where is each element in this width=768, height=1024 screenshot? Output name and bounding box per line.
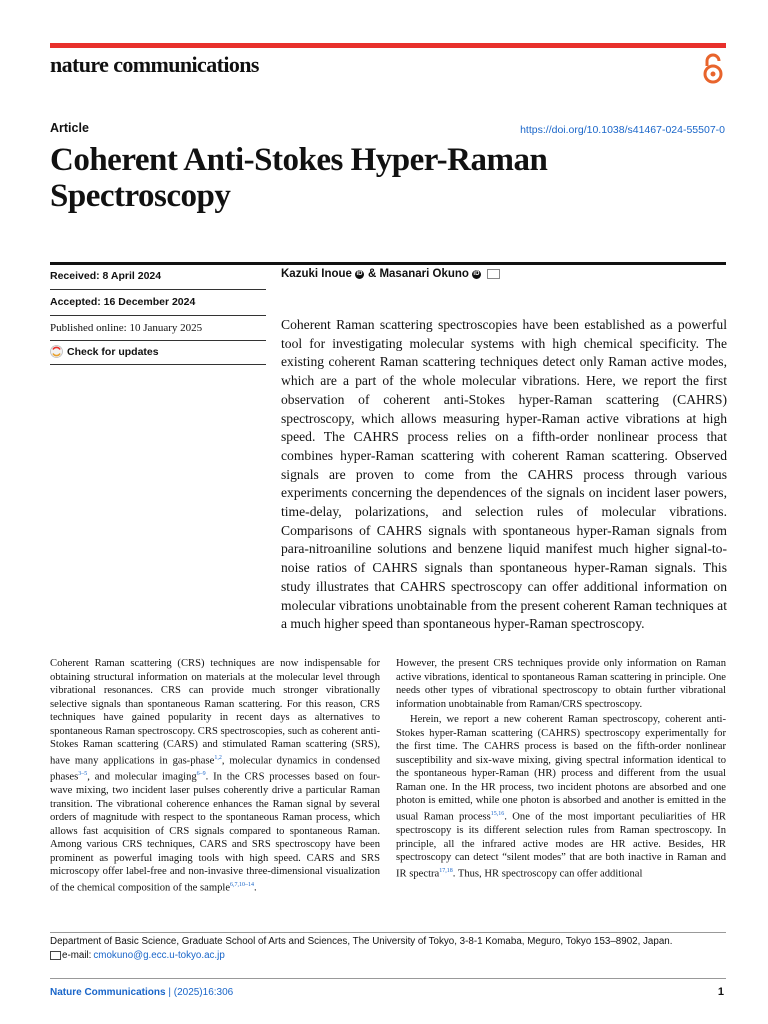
check-updates-label: Check for updates bbox=[67, 345, 159, 358]
title-divider bbox=[50, 262, 726, 265]
footnote-divider bbox=[50, 932, 726, 933]
author-name[interactable]: Kazuki Inoue bbox=[281, 268, 352, 280]
header-accent-bar bbox=[50, 43, 726, 48]
reference-link[interactable]: 17,18 bbox=[439, 867, 453, 874]
check-for-updates-button[interactable] bbox=[50, 345, 159, 358]
corresponding-email bbox=[50, 950, 225, 961]
orcid-icon[interactable]: iD bbox=[356, 270, 363, 277]
footer-citation: | (2025)16:306 bbox=[168, 987, 234, 998]
body-paragraph: Coherent Raman scattering (CRS) techniques are now indispensable for obtaining structural information on materials at the molecular level through vibrational resonances. CRS can provide much stronger vibrationally selective signals than spontaneous Raman scattering. For this reason, CRS techniques have gained popularity in recent days as alternatives to spontaneous Raman spectroscopy. CRS spectroscopies, such as coherent anti-Stokes Raman scattering (CARS) and stimulated Raman scattering (SRS), have many applications in gas-phase$^{1,2}$, molecular dynamics in condensed phases$^{3-5}$, and molecular imaging$^{6-9}$. In the CRS processes based on four-wave mixing, two incident laser pulses coherently drive a particular Raman transition. The vibrational coherence enhances the Raman signal by several orders of magnitude with respect to the spontaneous Raman process, which allows fast acquisition of CRS signals compared to spontaneous Raman. Among various CRS techniques, CARS and SRS spectroscopy have been prominent as powerful imaging tools with high speed. CARS and SRS microscopy offer label-free and non-invasive three-dimensional visualization of the chemical composition of the sample$^{6,7,10-14}$. bbox=[50, 658, 381, 894]
body-paragraph: Herein, we report a new coherent Raman spectroscopy, coherent anti-Stokes hyper-Raman scattering (CAHRS) spectroscopy experimentally for the first time. The CAHRS process is based on the fifth-order nonlinear susceptibility and six-wave mixing, giving spectral information identical to the spontaneous hyper-Raman (HR) process and different from the usual Raman one. In the HR process, two incident photons are absorbed and one photon is emitted, while one photon is absorbed and another is emitted in the usual Raman process$^{15,16}$. One of the most important peculiarities of HR spectroscopy is its different selection rules from Raman spectroscopy. In principle, all the infrared active modes are HR active. Besides, HR spectroscopy can detect “silent modes” that are both inactive in Raman and IR spectra$^{17,18}$. Thus, HR spectroscopy can offer additional bbox=[396, 714, 726, 880]
author-separator: & bbox=[367, 268, 377, 280]
reference-link[interactable]: 6,7,10–14 bbox=[230, 881, 255, 888]
body-column-right bbox=[396, 657, 726, 881]
open-access-icon bbox=[700, 53, 726, 85]
orcid-icon[interactable]: iD bbox=[473, 270, 480, 277]
published-date: Published online: 10 January 2025 bbox=[50, 322, 203, 334]
author-name[interactable]: Masanari Okuno bbox=[379, 268, 469, 280]
email-label: e-mail: bbox=[62, 950, 92, 961]
doi-link[interactable]: https://doi.org/10.1038/s41467-024-55507-0 bbox=[520, 124, 725, 136]
mail-icon bbox=[50, 951, 61, 960]
reference-link[interactable]: 3–5 bbox=[78, 770, 88, 777]
meta-divider bbox=[50, 315, 266, 316]
meta-divider bbox=[50, 364, 266, 365]
footer-journal bbox=[50, 987, 233, 998]
page-number: 1 bbox=[717, 986, 724, 998]
article-type-label: Article bbox=[50, 121, 89, 135]
body-column-left bbox=[50, 657, 380, 895]
abstract-text: Coherent Raman scattering spectroscopies have been established as a powerful tool for investigating molecular systems with high chemical specificity. The existing coherent Raman scattering techniques detect only Raman active modes, which are a part of the whole molecular vibrations. Here, we report the first observation of coherent anti-Stokes hyper-Raman scattering (CAHRS) spectroscopy, which allows measuring hyper-Raman active vibrations at high speed. The CAHRS process relies on a fifth-order nonlinear process that combines hyper-Raman scattering with coherent Raman scattering. Observed signals are proven to come from the CAHRS process through various experiments concerning the dependences of the signals on incident laser powers, time-delay, polarizations, and selection rules of molecular vibrations. Comparisons of CAHRS signals with spontaneous hyper-Raman signals from para-nitroaniline solutions and benzene liquid manifest much higher signal-to-noise ratios of CAHRS signals than spontaneous hyper-Raman signals. This study illustrates that CAHRS spectroscopy can offer additional information on molecular vibrations unobtainable from the present coherent Raman techniques at a much higher speed than spontaneous hyper-Raman spectroscopy. bbox=[281, 317, 727, 632]
check-updates-icon bbox=[50, 345, 63, 358]
reference-link[interactable]: 1,2 bbox=[214, 754, 222, 761]
reference-link[interactable]: 15,16 bbox=[490, 811, 505, 818]
email-link[interactable]: cmokuno@g.ecc.u-tokyo.ac.jp bbox=[93, 950, 225, 961]
reference-link[interactable]: 6–9 bbox=[196, 770, 206, 777]
journal-name: nature communications bbox=[50, 52, 259, 77]
body-paragraph: However, the present CRS techniques provide only information on Raman active vibrations, identical to spontaneous Raman scattering in principle. One needs other types of vibrational spectroscopy to obtain further vibrational information unobtainable from Raman/CRS spectroscopy. bbox=[396, 658, 726, 710]
meta-divider bbox=[50, 340, 266, 341]
accepted-date: Accepted: 16 December 2024 bbox=[50, 296, 196, 308]
footer-journal-name[interactable]: Nature Communications bbox=[50, 987, 166, 998]
received-date: Received: 8 April 2024 bbox=[50, 270, 162, 282]
meta-divider bbox=[50, 289, 266, 290]
author-list bbox=[281, 268, 500, 280]
footer-divider bbox=[50, 978, 726, 979]
affiliation-text: Department of Basic Science, Graduate School of Arts and Sciences, The University of Tokyo, 3-8-1 Komaba, Meguro, Tokyo 153–8902, Japan. bbox=[50, 936, 673, 947]
email-envelope-icon[interactable] bbox=[487, 269, 500, 279]
article-title: Coherent Anti-Stokes Hyper-Raman Spectroscopy bbox=[50, 142, 548, 214]
